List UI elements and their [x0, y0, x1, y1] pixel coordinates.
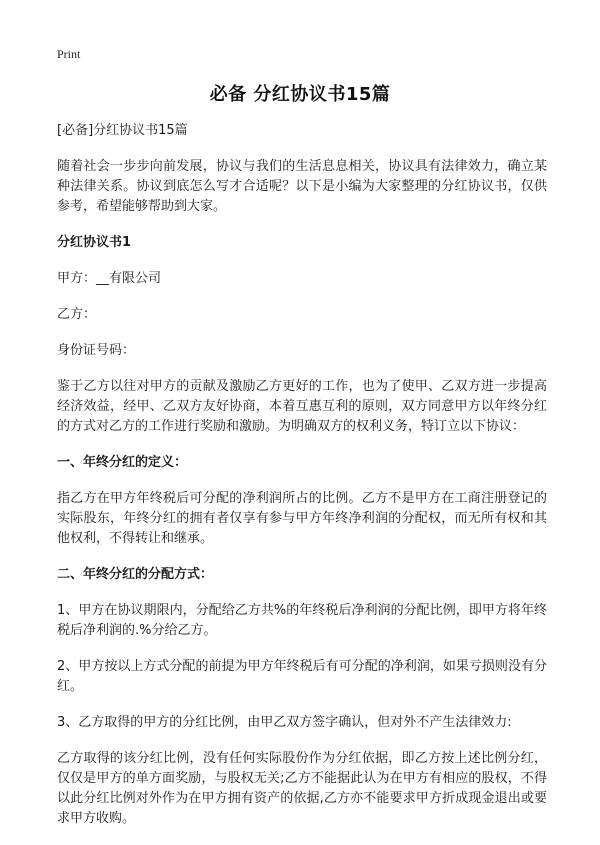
print-label: Print — [57, 47, 81, 61]
clause2-item-1: 1、甲方在协议期限内，分配给乙方共%的年终税后净利润的分配比例，即甲方将年终税后净利润的.%分给乙方。 — [57, 603, 547, 638]
clause2-text: 乙方取得的该分红比例，没有任何实际股份作为分红依据，即乙方按上述比例分红，仅仅是甲方的单方面奖励，与股权无关;乙方不能据此认为在甲方有相应的股权，不得以此分红比例对外作为在甲方拥有资产的依据,乙方亦不能要求甲方折成现金退出或要求甲方收购。 — [57, 751, 547, 826]
preamble-paragraph: 鉴于乙方以往对甲方的贡献及激励乙方更好的工作，也为了使甲、乙双方进一步提高经济效益，经甲、乙双方友好协商，本着互惠互利的原则，双方同意甲方以年终分红的方式对乙方的工作进行奖励和激励。为明确双方的权利义务，特订立以下协议： — [57, 379, 547, 434]
intro-paragraph: 随着社会一步步向前发展，协议与我们的生活息息相关，协议具有法律效力，确立某种法律关系。协议到底怎么写才合适呢？以下是小编为大家整理的分红协议书，仅供参考，希望能够帮助到大家。 — [57, 159, 547, 214]
document-body — [57, 121, 547, 845]
party-a-line: 甲方：__有限公司 — [57, 271, 162, 286]
clause2-heading: 二、年终分红的分配方式： — [57, 567, 214, 582]
party-b-line: 乙方： — [57, 307, 97, 322]
document-subtitle: [必备]分红协议书15篇 — [57, 123, 188, 138]
clause1-text: 指乙方在甲方年终税后可分配的净利润所占的比例。乙方不是甲方在工商注册登记的实际股东，年终分红的拥有者仅享有参与甲方年终净利润的分配权，而无所有权和其他权利，不得转让和继承。 — [57, 491, 547, 546]
clause1-heading: 一、年终分红的定义： — [57, 455, 188, 470]
clause2-item-2: 2、甲方按以上方式分配的前提为甲方年终税后有可分配的净利润，如果亏损则没有分红。 — [57, 659, 547, 694]
id-number-line: 身份证号码： — [57, 343, 136, 358]
section-title: 分红协议书1 — [57, 235, 132, 250]
document-title: 必备 分红协议书15篇 — [209, 84, 391, 105]
clause2-item-3: 3、乙方取得的甲方的分红比例，由甲乙双方签字确认，但对外不产生法律效力: — [57, 715, 512, 730]
